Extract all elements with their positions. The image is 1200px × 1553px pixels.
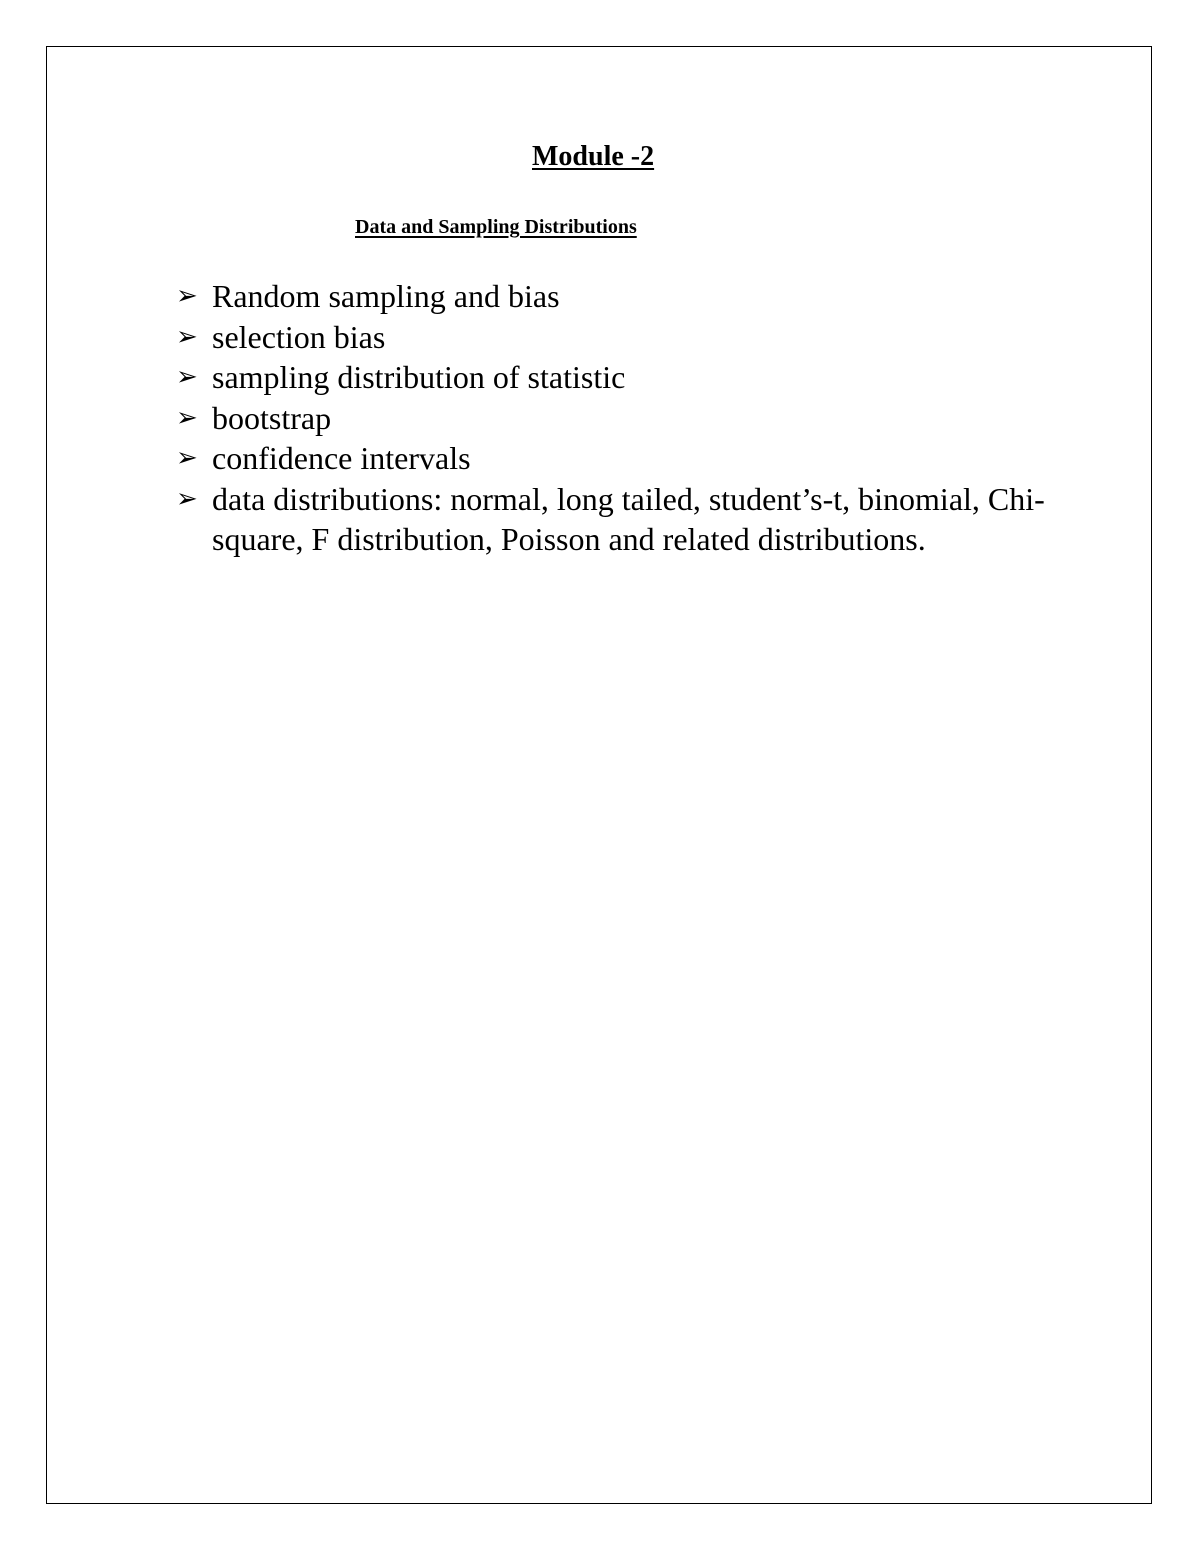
arrow-bullet-icon: ➢: [176, 281, 198, 310]
topic-text: Random sampling and bias: [212, 278, 560, 314]
arrow-bullet-icon: ➢: [176, 443, 198, 472]
topic-text: selection bias: [212, 318, 386, 355]
list-item: [176, 317, 1056, 358]
page-border: [46, 46, 1152, 1504]
list-item: [176, 357, 1056, 398]
arrow-bullet-icon: ➢: [176, 321, 198, 351]
module-title: Module -2: [532, 141, 655, 172]
module-subtitle: Data and Sampling Distributions: [355, 216, 637, 238]
list-item: [176, 479, 1056, 560]
arrow-bullet-icon: ➢: [176, 483, 198, 513]
list-item: [176, 276, 1056, 317]
list-item: [176, 438, 1056, 479]
topic-text: bootstrap: [212, 399, 332, 436]
topic-text: confidence intervals: [212, 440, 471, 476]
arrow-bullet-icon: ➢: [176, 402, 198, 432]
topic-list: [176, 276, 1056, 560]
list-item: [176, 398, 1056, 439]
topic-text: sampling distribution of statistic: [212, 359, 626, 395]
topic-text: data distributions: normal, long tailed, student’s-t, binomial, Chi-square, F distribution, Poisson and related distributions.: [212, 480, 1045, 557]
arrow-bullet-icon: ➢: [176, 362, 198, 391]
